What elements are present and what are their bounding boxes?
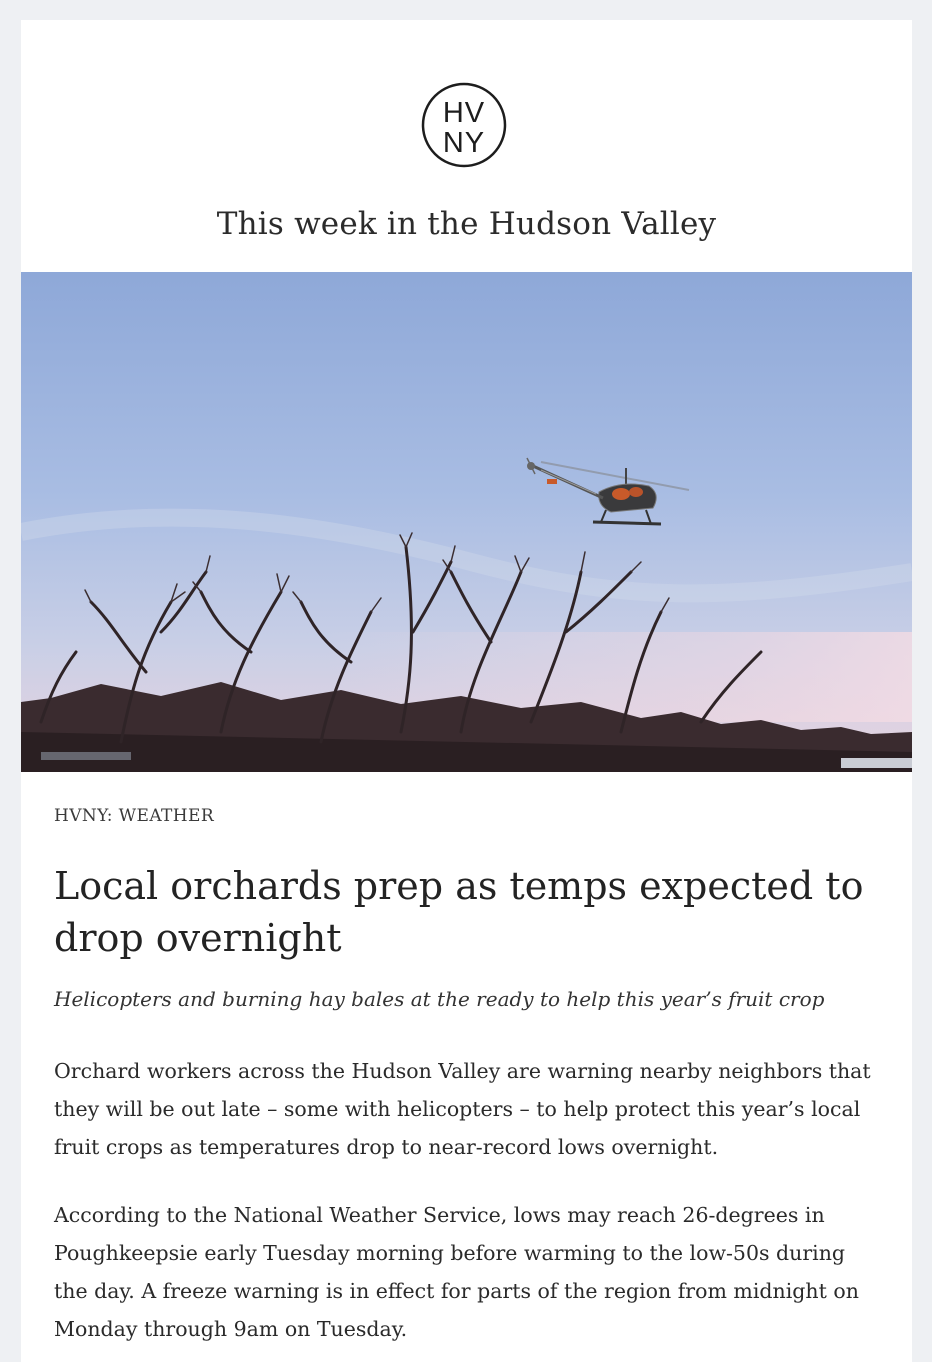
article-paragraph: Orchard workers across the Hudson Valley are warning nearby neighbors that they will be out late – some with helicopters – to help protect this year’s local fruit crops as temperatures drop to near-record lows overnight. — [54, 1059, 871, 1159]
hero-image[interactable] — [21, 272, 912, 772]
logo-line-1: HV — [442, 97, 486, 129]
article-category[interactable]: HVNY: WEATHER — [54, 806, 215, 826]
article-subheadline: Helicopters and burning hay bales at the ready to help this year’s fruit crop — [54, 987, 825, 1011]
logo-line-2: NY — [442, 127, 486, 159]
hvny-logo-mark — [421, 82, 507, 168]
article-headline[interactable]: Local orchards prep as temps expected to drop overnight — [54, 864, 864, 960]
hvny-logo[interactable] — [421, 82, 507, 168]
article-paragraph: According to the National Weather Service, lows may reach 26-degrees in Poughkeepsie early Tuesday morning before warming to the low-50s during the day. A freeze warning is in effect for parts of the region from midnight on Monday through 9am on Tuesday. — [54, 1203, 859, 1341]
newsletter-title: This week in the Hudson Valley — [216, 206, 717, 242]
newsletter-card — [21, 20, 912, 1362]
helicopter-over-orchard-image — [21, 272, 912, 772]
